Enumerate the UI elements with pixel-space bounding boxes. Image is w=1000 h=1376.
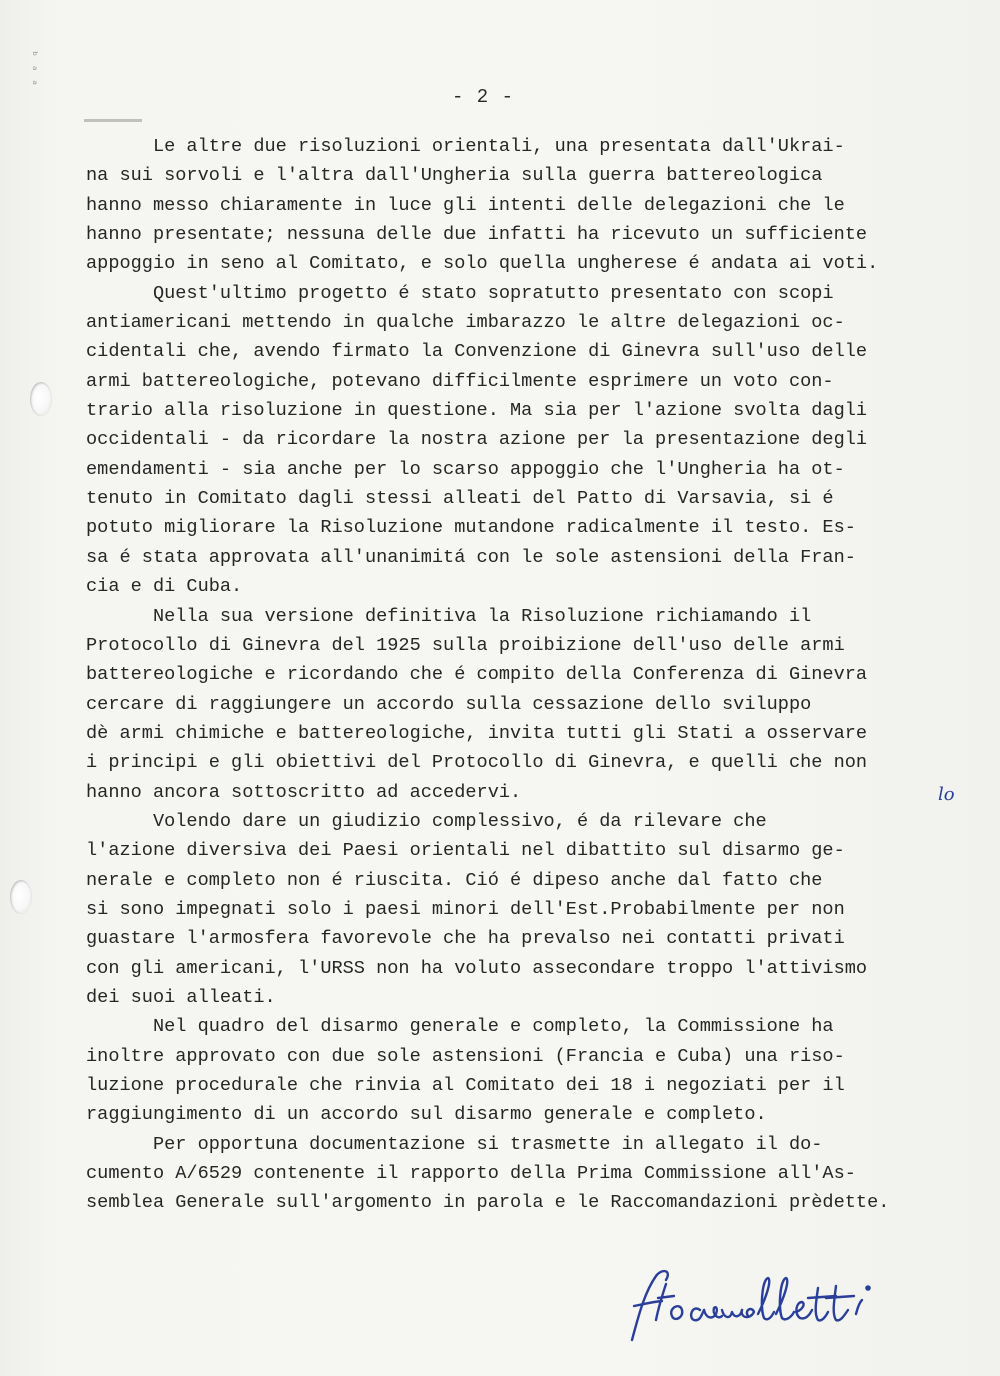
text-line: cercare di raggiungere un accordo sulla cessazione dello sviluppo: [86, 693, 812, 715]
text-line: Per opportuna documentazione si trasmette in allegato il do-: [86, 1133, 823, 1155]
text-line: Protocollo di Ginevra del 1925 sulla proibizione dell'uso delle armi: [86, 634, 845, 656]
text-line: hanno messo chiaramente in luce gli intenti delle delegazioni che le: [86, 194, 845, 216]
text-line: trario alla risoluzione in questione. Ma sia per l'azione svolta dagli: [86, 400, 868, 422]
punch-hole-bottom: [10, 880, 32, 914]
text-line: hanno presentate; nessuna delle due infatti ha ricevuto un sufficiente: [86, 224, 868, 246]
text-line: l'azione diversiva dei Paesi orientali nel dibattito sul disarmo ge-: [86, 840, 845, 862]
text-line: battereologiche e ricordando che é compito della Conferenza di Ginevra: [86, 664, 868, 686]
text-line: occidentali - da ricordare la nostra azione per la presentazione degli: [86, 429, 868, 451]
text-line: potuto migliorare la Risoluzione mutandone radicalmente il testo. Es-: [86, 517, 856, 539]
text-line: Quest'ultimo progetto é stato sopratutto presentato con scopi: [86, 282, 834, 304]
text-line: nerale e completo non é riuscita. Ció é dipeso anche dal fatto che: [86, 869, 823, 891]
text-line: inoltre approvato con due sole astensioni (Francia e Cuba) una riso-: [86, 1045, 845, 1067]
margin-rule: [84, 119, 142, 122]
text-line: cidentali che, avendo firmato la Convenzione di Ginevra sull'uso delle: [86, 341, 868, 363]
page-number: - 2 -: [452, 86, 515, 108]
text-line: sa é stata approvata all'unanimitá con le sole astensioni della Fran-: [86, 546, 856, 568]
text-line: Le altre due risoluzioni orientali, una presentata dall'Ukrai-: [86, 136, 845, 157]
text-line: na sui sorvoli e l'altra dall'Ungheria sulla guerra battereologica: [86, 165, 823, 187]
text-line: Nella sua versione definitiva la Risoluzione richiamando il: [86, 605, 812, 627]
text-line: emendamenti - sia anche per lo scarso appoggio che l'Ungheria ha ot-: [86, 458, 845, 480]
text-line: hanno ancora sottoscritto ad accedervi.: [86, 781, 522, 803]
text-line: raggiungimento di un accordo sul disarmo generale e completo.: [86, 1104, 767, 1126]
text-line: si sono impegnati solo i paesi minori dell'Est.Probabilmente per non: [86, 898, 845, 920]
text-line: guastare l'armosfera favorevole che ha prevalso nei contatti privati: [86, 928, 845, 950]
text-line: semblea Generale sull'argomento in parola e le Raccomandazioni prèdette.: [86, 1192, 890, 1214]
body-text: [86, 132, 986, 1218]
text-line: cumento A/6529 contenente il rapporto della Prima Commissione all'As-: [86, 1163, 856, 1185]
text-line: i principi e gli obiettivi del Protocollo di Ginevra, e quelli che non: [86, 752, 868, 774]
margin-marks: ᵇ ᵃ ᵃ: [26, 50, 40, 87]
text-line: Nel quadro del disarmo generale e completo, la Commissione ha: [86, 1016, 834, 1038]
text-line: dè armi chimiche e battereologiche, invita tutti gli Stati a osservare: [86, 722, 868, 744]
text-line: appoggio in seno al Comitato, e solo quella ungherese é andata ai voti.: [86, 253, 879, 275]
margin-annotation: lo: [938, 784, 955, 805]
text-line: luzione procedurale che rinvia al Comitato dei 18 i negoziati per il: [86, 1075, 845, 1096]
text-line: dei suoi alleati.: [86, 986, 276, 1008]
signature: [622, 1258, 912, 1348]
text-line: Volendo dare un giudizio complessivo, é da rilevare che: [86, 810, 767, 832]
text-line: tenuto in Comitato dagli stessi alleati del Patto di Varsavia, si é: [86, 488, 834, 510]
text-line: antiamericani mettendo in qualche imbarazzo le altre delegazioni oc-: [86, 312, 845, 334]
text-line: con gli americani, l'URSS non ha voluto assecondare troppo l'attivismo: [86, 957, 868, 979]
punch-hole-top: [30, 382, 52, 416]
text-line: cia e di Cuba.: [86, 576, 243, 598]
text-line: armi battereologiche, potevano difficilmente esprimere un voto con-: [86, 370, 834, 392]
